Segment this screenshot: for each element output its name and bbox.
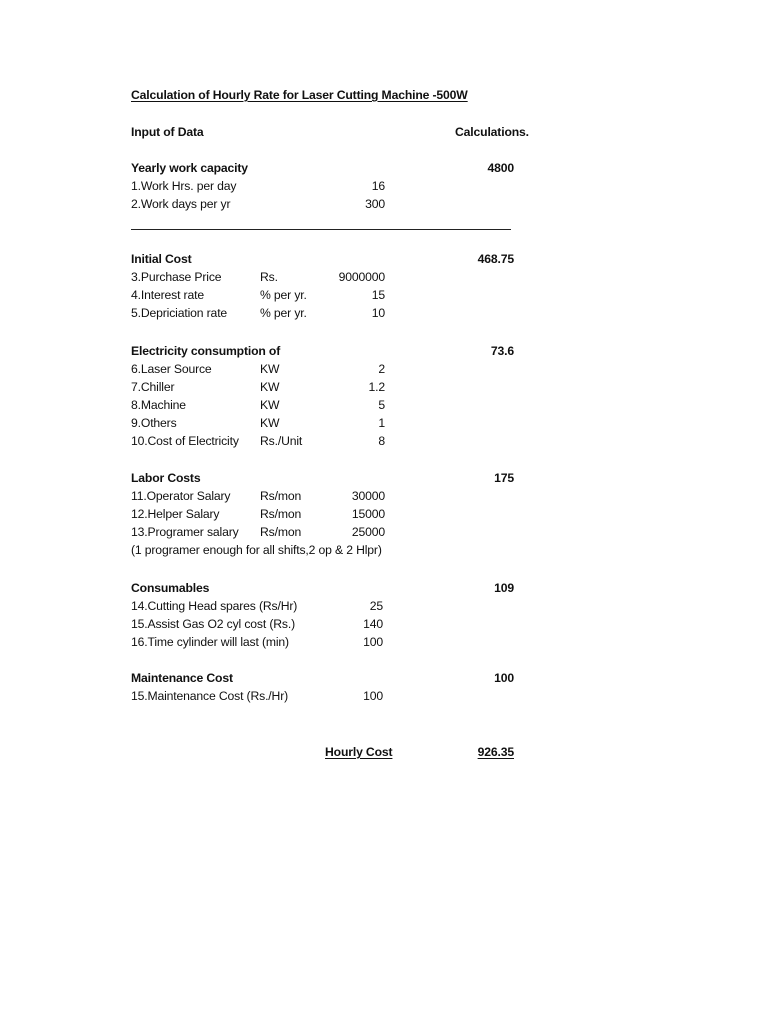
section-heading-yearly: Yearly work capacity (131, 161, 248, 175)
row-label: 11.Operator Salary (131, 489, 231, 503)
row-unit: KW (260, 380, 280, 394)
row-unit: KW (260, 362, 280, 376)
row-value: 300 (365, 197, 385, 211)
row-label: 5.Depriciation rate (131, 306, 228, 320)
labor-note: (1 programer enough for all shifts,2 op & 2 Hlpr) (131, 543, 382, 557)
row-label: 8.Machine (131, 398, 186, 412)
row-value: 1.2 (368, 380, 385, 394)
input-header: Input of Data (131, 125, 204, 139)
row-unit: % per yr. (260, 288, 307, 302)
section-result-yearly: 4800 (487, 161, 514, 175)
section-heading-labor: Labor Costs (131, 471, 201, 485)
row-value: 8 (378, 434, 385, 448)
document-title: Calculation of Hourly Rate for Laser Cutting Machine -500W (131, 88, 468, 102)
row-unit: KW (260, 416, 280, 430)
row-label: 2.Work days per yr (131, 197, 231, 211)
row-value: 25 (369, 599, 383, 613)
row-label: 4.Interest rate (131, 288, 204, 302)
row-value: 15 (371, 288, 385, 302)
separator-line (131, 229, 511, 230)
row-value: 9000000 (338, 270, 385, 284)
row-label: 1.Work Hrs. per day (131, 179, 237, 193)
section-result-maintenance: 100 (494, 671, 514, 685)
row-label: 10.Cost of Electricity (131, 434, 239, 448)
calculations-header: Calculations. (455, 125, 529, 139)
section-heading-consumables: Consumables (131, 581, 210, 595)
row-label: 7.Chiller (131, 380, 175, 394)
row-value: 15000 (351, 507, 385, 521)
row-value: 30000 (351, 489, 385, 503)
row-label: 6.Laser Source (131, 362, 212, 376)
row-value: 16 (371, 179, 385, 193)
row-unit: Rs/mon (260, 489, 302, 503)
section-heading-maintenance: Maintenance Cost (131, 671, 233, 685)
row-label: 16.Time cylinder will last (min) (131, 635, 289, 649)
row-unit: % per yr. (260, 306, 307, 320)
row-value: 100 (363, 635, 383, 649)
row-label: 15.Assist Gas O2 cyl cost (Rs.) (131, 617, 295, 631)
total-label: Hourly Cost (325, 745, 393, 759)
section-heading-electricity: Electricity consumption of (131, 344, 281, 358)
row-unit: Rs. (260, 270, 278, 284)
section-result-consumables: 109 (494, 581, 514, 595)
row-unit: KW (260, 398, 280, 412)
row-value: 10 (371, 306, 385, 320)
row-label: 3.Purchase Price (131, 270, 222, 284)
section-result-labor: 175 (494, 471, 514, 485)
section-heading-initial: Initial Cost (131, 252, 192, 266)
row-unit: Rs./Unit (260, 434, 303, 448)
row-value: 5 (378, 398, 385, 412)
row-label: 9.Others (131, 416, 177, 430)
row-unit: Rs/mon (260, 525, 302, 539)
row-label: 12.Helper Salary (131, 507, 220, 521)
row-value: 1 (378, 416, 385, 430)
row-label: 14.Cutting Head spares (Rs/Hr) (131, 599, 298, 613)
row-unit: Rs/mon (260, 507, 302, 521)
section-result-electricity: 73.6 (490, 344, 514, 358)
row-value: 25000 (351, 525, 385, 539)
row-label: 13.Programer salary (131, 525, 239, 539)
row-value: 100 (363, 689, 383, 703)
row-value: 140 (363, 617, 383, 631)
row-value: 2 (378, 362, 385, 376)
row-label: 15.Maintenance Cost (Rs./Hr) (131, 689, 289, 703)
section-result-initial: 468.75 (477, 252, 514, 266)
total-value: 926.35 (477, 745, 514, 759)
